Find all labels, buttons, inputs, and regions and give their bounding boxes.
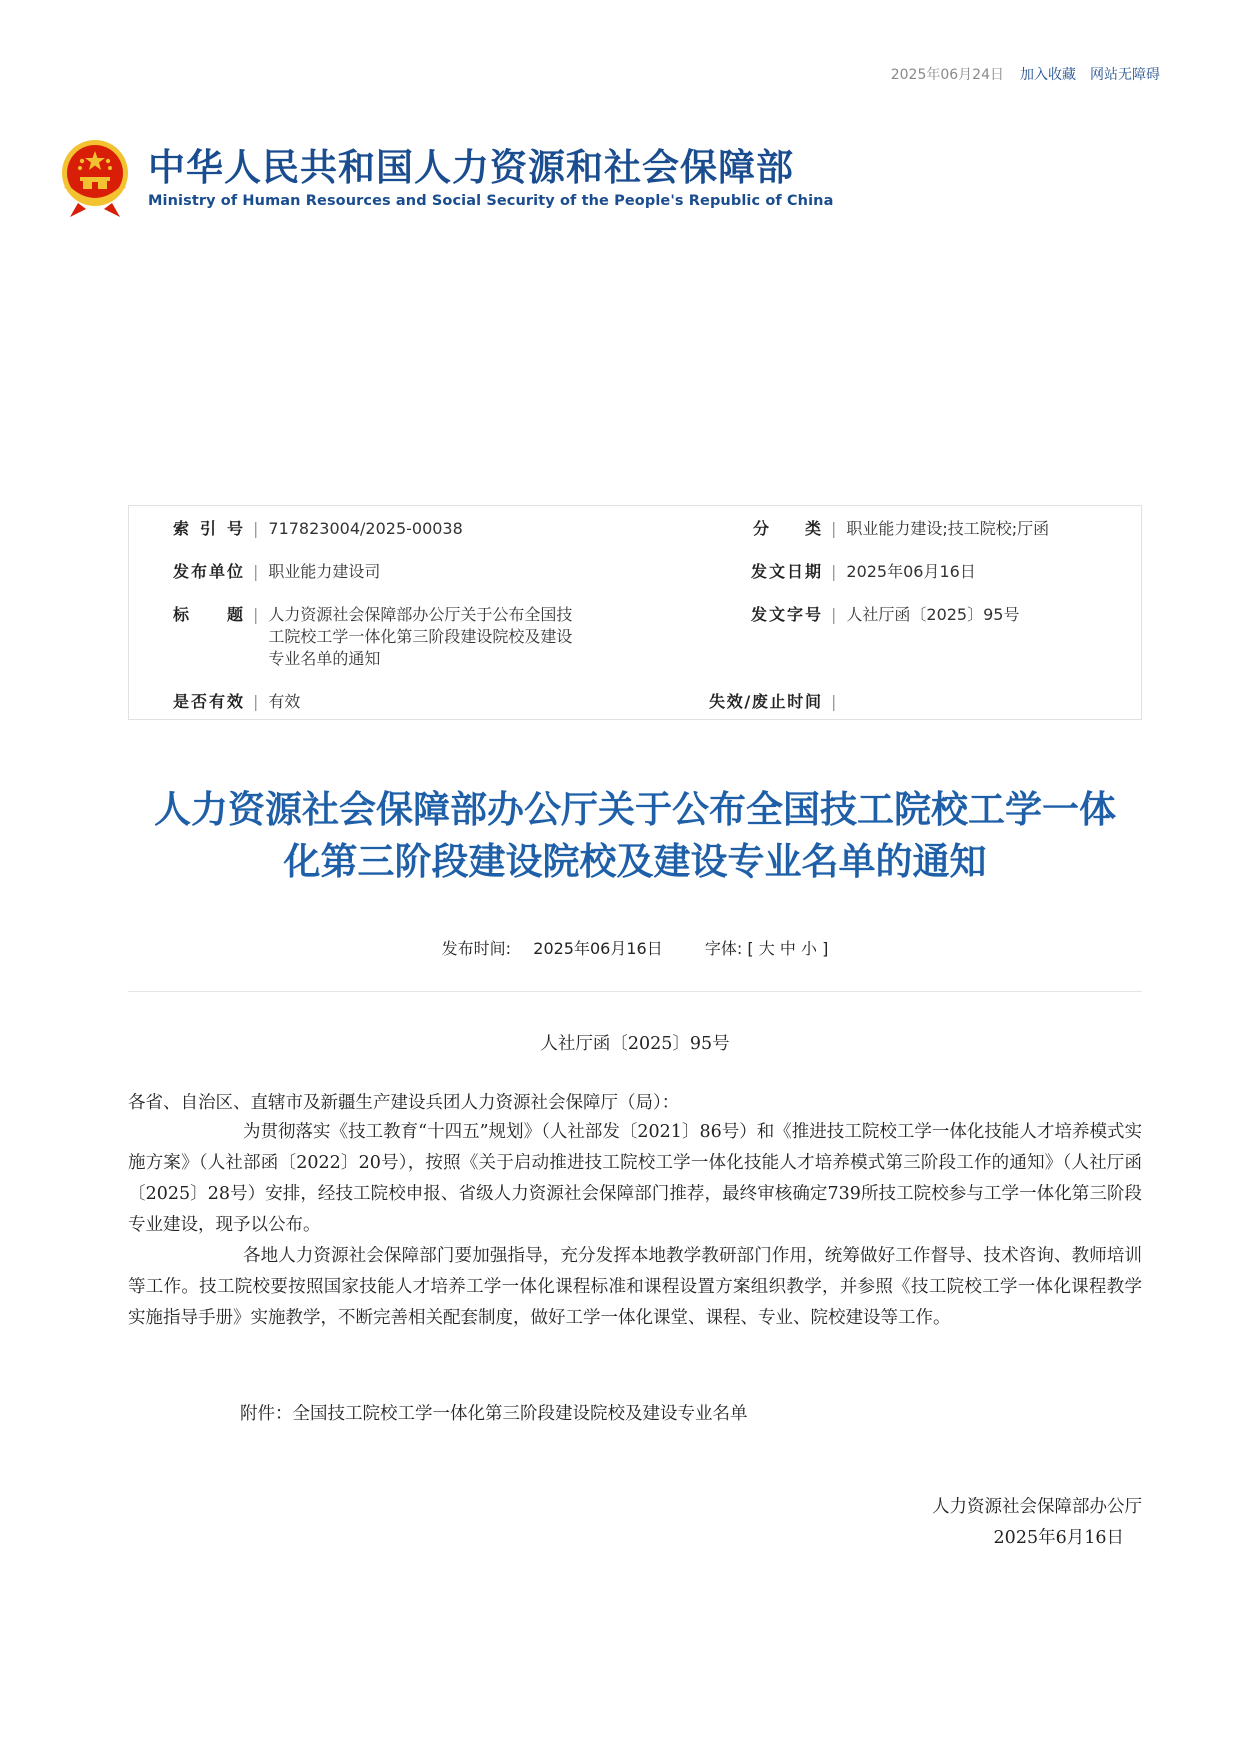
salutation: 各省、自治区、直辖市及新疆生产建设兵团人力资源社会保障厅（局）： <box>128 1093 680 1113</box>
meta-separator: | <box>253 692 259 711</box>
meta-title-label: 标 题 <box>173 605 243 624</box>
meta-index-value: 717823004/2025-00038 <box>268 519 463 538</box>
publish-info <box>128 936 1142 959</box>
divider <box>128 991 1142 992</box>
top-utility-bar <box>891 64 1160 84</box>
add-favorite-link[interactable]: 加入收藏 <box>1020 67 1076 83</box>
ministry-name-en: Ministry of Human Resources and Social Security of the People's Republic of China <box>148 193 834 210</box>
meta-doc-number-value: 人社厅函〔2025〕95号 <box>846 605 1020 624</box>
meta-publisher-row <box>173 561 380 583</box>
document-metadata-box <box>128 505 1142 720</box>
article-title-line2: 化第三阶段建设院校及建设专业名单的通知 <box>283 840 987 883</box>
meta-index-label: 索 引 号 <box>173 519 243 538</box>
meta-issue-date-label: 发文日期 <box>751 562 821 581</box>
meta-expiry-label: 失效/废止时间 <box>709 692 821 711</box>
meta-separator: | <box>253 562 259 581</box>
meta-index-row <box>173 518 463 540</box>
meta-issue-date-row <box>751 561 976 583</box>
meta-publisher-value: 职业能力建设司 <box>268 562 381 581</box>
meta-valid-label: 是否有效 <box>173 692 243 711</box>
meta-expiry-row <box>709 691 846 713</box>
national-emblem-icon <box>58 137 132 219</box>
ministry-name-cn: 中华人民共和国人力资源和社会保障部 <box>148 145 794 189</box>
article-title <box>128 784 1142 888</box>
meta-title-row <box>173 604 578 670</box>
meta-issue-date-value: 2025年06月16日 <box>846 562 976 581</box>
publish-time-label: 发布时间: <box>441 939 512 958</box>
article-title-line1: 人力资源社会保障部办公厅关于公布全国技工院校工学一体 <box>154 788 1116 831</box>
meta-separator: | <box>253 519 259 538</box>
sign-date: 2025年6月16日 <box>993 1528 1124 1548</box>
font-size-medium-button[interactable]: 中 <box>779 939 796 958</box>
document-number: 人社厅函〔2025〕95号 <box>540 1034 730 1054</box>
meta-doc-number-label: 发文字号 <box>751 605 821 624</box>
site-masthead <box>58 137 833 219</box>
font-size-open-bracket: [ <box>747 939 754 958</box>
meta-category-value: 职业能力建设;技工院校;厅函 <box>846 519 1050 538</box>
attachment-link[interactable]: 附件：全国技工院校工学一体化第三阶段建设院校及建设专业名单 <box>240 1404 748 1424</box>
meta-separator: | <box>831 519 837 538</box>
accessibility-link[interactable]: 网站无障碍 <box>1090 67 1160 83</box>
meta-separator: | <box>831 562 837 581</box>
body-paragraph-1: 为贯彻落实《技工教育“十四五”规划》（人社部发〔2021〕86号）和《推进技工院校工学一体化技能人才培养模式实施方案》（人社部函〔2022〕20号），按照《关于启动推进技工院校工学一体化技能人才培养模式第三阶段工作的通知》（人社厅函〔2025〕28号）安排，经技工院校申报、省级人力资源社会保障部门推荐，最终审核确定739所技工院校参与工学一体化第三阶段专业建设，现予以公布。 <box>128 1122 1142 1235</box>
meta-valid-value: 有效 <box>268 692 301 711</box>
publish-time-value: 2025年06月16日 <box>533 939 663 958</box>
meta-valid-row <box>173 691 300 713</box>
signer: 人力资源社会保障部办公厅 <box>932 1497 1142 1517</box>
meta-title-value: 人力资源社会保障部办公厅关于公布全国技工院校工学一体化第三阶段建设院校及建设专业名单的通知 <box>268 605 573 668</box>
meta-category-label: 分 类 <box>753 519 821 538</box>
meta-publisher-label: 发布单位 <box>173 562 243 581</box>
font-size-large-button[interactable]: 大 <box>758 939 775 958</box>
body-paragraph-2: 各地人力资源社会保障部门要加强指导，充分发挥本地教学教研部门作用，统筹做好工作督导、技术咨询、教师培训等工作。技工院校要按照国家技能人才培养工学一体化课程标准和课程设置方案组织教学，并参照《技工院校工学一体化课程教学实施指导手册》实施教学，不断完善相关配套制度，做好工学一体化课堂、课程、专业、院校建设等工作。 <box>128 1246 1142 1328</box>
meta-separator: | <box>831 605 837 624</box>
meta-category-row <box>751 518 1049 540</box>
font-size-label: 字体: <box>704 939 743 958</box>
meta-separator: | <box>831 692 837 711</box>
brand-text <box>148 147 833 210</box>
meta-doc-number-row <box>751 604 1019 626</box>
meta-separator: | <box>253 605 259 624</box>
font-size-small-button[interactable]: 小 <box>800 939 817 958</box>
font-size-close-bracket: ] <box>822 939 829 958</box>
current-date: 2025年06月24日 <box>890 67 1004 83</box>
